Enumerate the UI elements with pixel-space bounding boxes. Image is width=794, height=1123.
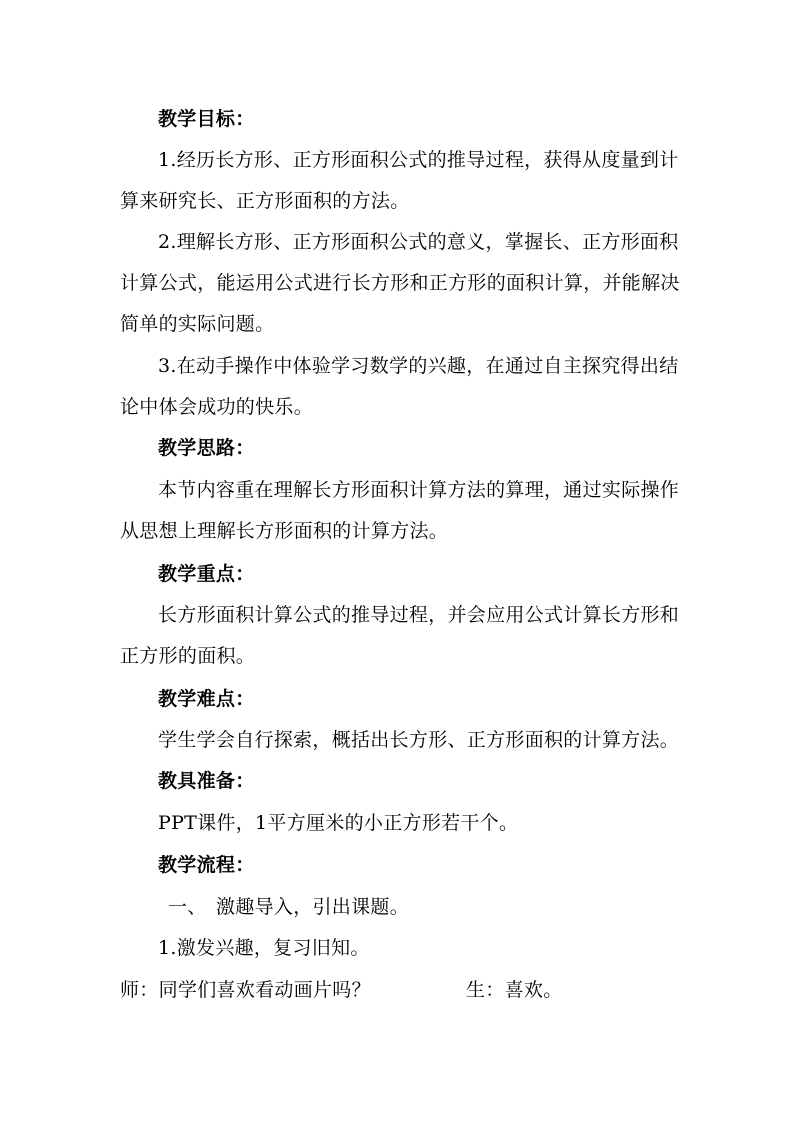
goal-1-line-2: 算来研究长、正方形面积的方法。 — [120, 190, 410, 212]
process-step-1-number: 一、 — [168, 896, 207, 918]
key-points-line-2: 正方形的面积。 — [120, 645, 256, 667]
goal-2-line-3: 简单的实际问题。 — [120, 313, 275, 335]
dialog-student-line: 生：喜欢。 — [466, 979, 563, 1001]
goal-2-line-1: 2.理解长方形、正方形面积公式的意义，掌握长、正方形面积 — [158, 231, 679, 253]
dialog-teacher-line: 师：同学们喜欢看动画片吗？ — [120, 979, 371, 1001]
approach-heading: 教学思路： — [158, 437, 255, 459]
process-sub-step-1: 1.激发兴趣，复习旧知。 — [158, 937, 370, 959]
difficulty-heading: 教学难点： — [158, 688, 255, 710]
approach-line-2: 从思想上理解长方形面积的计算方法。 — [120, 520, 449, 542]
goal-1-line-1: 1.经历长方形、正方形面积公式的推导过程，获得从度量到计 — [158, 149, 679, 171]
materials-heading: 教具准备： — [158, 770, 255, 792]
process-step-1-text: 激趣导入，引出课题。 — [216, 896, 410, 918]
goal-3-line-1: 3.在动手操作中体验学习数学的兴趣，在通过自主探究得出结 — [158, 355, 679, 377]
goals-heading: 教学目标： — [158, 108, 255, 130]
goal-3-line-2: 论中体会成功的快乐。 — [120, 396, 314, 418]
materials-line-1: PPT课件，1平方厘米的小正方形若干个。 — [158, 812, 519, 834]
key-points-line-1: 长方形面积计算公式的推导过程，并会应用公式计算长方形和 — [158, 604, 680, 626]
key-points-heading: 教学重点： — [158, 563, 255, 585]
difficulty-line-1: 学生学会自行探索，概括出长方形、正方形面积的计算方法。 — [158, 729, 680, 751]
goal-2-line-2: 计算公式，能运用公式进行长方形和正方形的面积计算，并能解决 — [120, 272, 680, 294]
approach-line-1: 本节内容重在理解长方形面积计算方法的算理，通过实际操作 — [158, 479, 680, 501]
process-heading: 教学流程： — [158, 854, 255, 876]
